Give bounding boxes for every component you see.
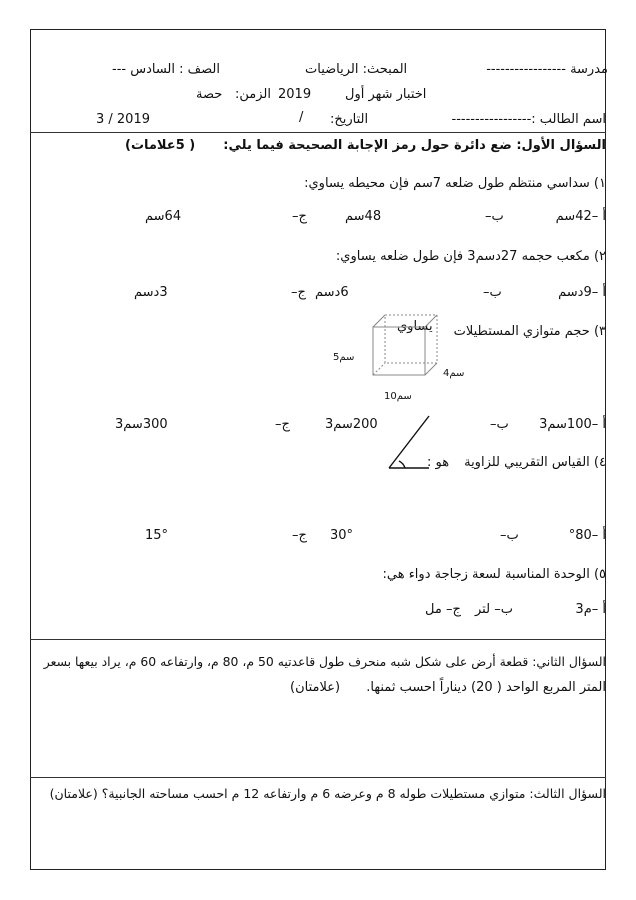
q1-item2-option-c-label: ج– (291, 285, 306, 300)
date-value: 3 / 2019 (96, 112, 150, 127)
q2-divider (30, 777, 606, 778)
q1-item1-option-c-value: 64سم (145, 209, 182, 224)
q1-item3-option-c-label: ج– (275, 417, 290, 432)
q1-item2-option-a: أ –9دسم (558, 285, 606, 300)
q1-divider (30, 639, 606, 640)
q1-item3-option-c-value: 300سم3 (115, 417, 168, 432)
q1-item4-option-b-label: ب– (500, 528, 519, 543)
q2-marks: (علامتان) (290, 680, 341, 695)
q1-item3-option-b-label: ب– (490, 417, 509, 432)
student-name-field: اسم الطالب :----------------- (451, 112, 606, 127)
q1-item4-option-c-value: 15° (145, 528, 169, 543)
q2-text-line1: السؤال الثاني: قطعة أرض على شكل شبه منحرف طول قاعدتيه 50 م، 80 م، وارتفاعه 60 م، يراد بيعها بسعر (43, 654, 606, 669)
q1-item4-text: ٤) القياس التقريبي للزاوية (464, 455, 606, 470)
q1-item5-option-c: ج– مل (425, 602, 461, 617)
period-label: حصة (196, 87, 223, 102)
q1-item2-text: ٢) مكعب حجمه 27دسم3 فإن طول ضلعه يساوي: (335, 249, 606, 264)
header-divider (30, 132, 606, 133)
q1-item5-text: ٥) الوحدة المناسبة لسعة زجاجة دواء هي: (382, 567, 606, 582)
prism-height-label: 5سم (333, 352, 355, 363)
school-field: مدرسة ----------------- (486, 62, 608, 77)
q1-item2-option-c-value: 3دسم (134, 285, 168, 300)
q1-item4-option-c-label: ج– (292, 528, 307, 543)
q1-item1-option-c-label: ج– (292, 209, 307, 224)
q1-item5-option-b: ب– لتر (475, 602, 513, 617)
prism-width-label: 4سم (443, 368, 465, 379)
prism-length-label: 10سم (384, 391, 412, 402)
page-border (30, 29, 606, 870)
q1-item1-option-a: أ –42سم (555, 209, 606, 224)
q1-item3-text-tail: يساوي (397, 319, 433, 334)
rectangular-prism-figure (365, 312, 445, 382)
q1-item1-text: ١) سداسي منتظم طول ضلعه 7سم فإن محيطه يساوي: (304, 176, 606, 191)
time-label: الزمن: (235, 87, 271, 102)
q1-item2-option-b-value: 6دسم (315, 285, 349, 300)
q1-item3-option-a: أ –100سم3 (539, 417, 606, 432)
exam-year: 2019 (278, 87, 312, 102)
q1-marks: ( 5علامات) (125, 138, 196, 153)
q1-item5-option-a: أ –م3 (575, 602, 606, 617)
q1-item1-option-b-value: 48سم (345, 209, 382, 224)
date-slash: / (299, 110, 304, 125)
date-label: التاريخ: (330, 112, 369, 127)
grade-label: الصف : السادس --- (112, 62, 220, 77)
q1-item2-option-b-label: ب– (483, 285, 502, 300)
q1-title: السؤال الأول: ضع دائرة حول رمز الإجابة الصحيحة فيما يلي: (223, 138, 606, 153)
q1-item1-option-b-label: ب– (485, 209, 504, 224)
q1-item3-option-b-value: 200سم3 (325, 417, 378, 432)
q3-text: السؤال الثالث: متوازي مستطيلات طوله 8 م وعرضه 6 م وارتفاعه 12 م احسب مساحته الجانبية؟ (علامتان) (49, 786, 606, 801)
subject-label: المبحث: الرياضيات (305, 62, 408, 77)
q2-text-line2: المتر المربع الواحد ( 20) ديناراً احسب ثمنها. (366, 680, 606, 695)
q1-item4-text-tail: هو : (427, 455, 450, 470)
q1-item4-option-a: أ –80° (568, 528, 606, 543)
q1-item3-text: ٣) حجم متوازي المستطيلات (453, 324, 606, 339)
exam-title: اختبار شهر أول (345, 87, 427, 102)
q1-item4-option-b-value: 30° (330, 528, 354, 543)
